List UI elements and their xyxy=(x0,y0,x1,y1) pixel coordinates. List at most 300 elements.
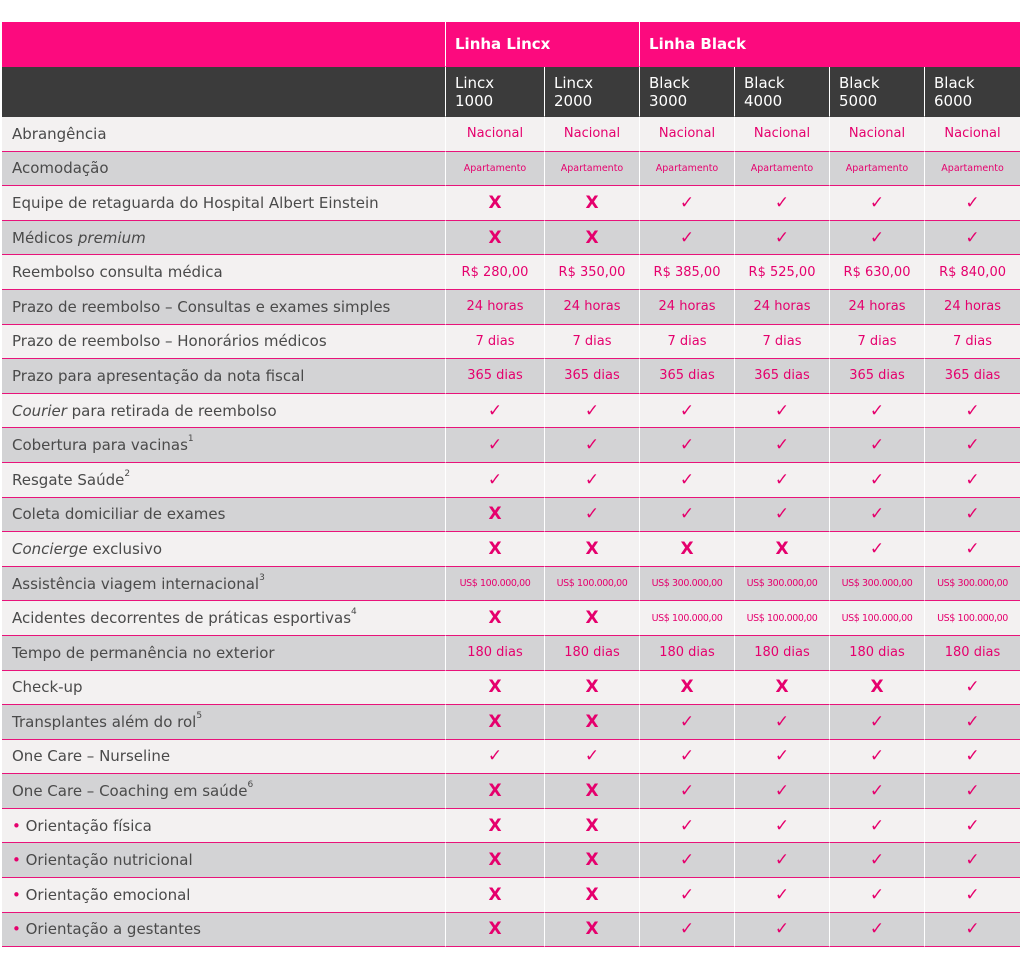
cell-yes xyxy=(925,394,1020,429)
x-icon: X xyxy=(585,711,599,732)
cell-yes xyxy=(545,498,640,533)
table-row xyxy=(2,532,1020,567)
cell-no xyxy=(545,913,640,948)
table-row xyxy=(2,394,1020,429)
cell-yes xyxy=(735,498,830,533)
cell-no xyxy=(545,186,640,221)
cell-value: R$ 525,00 xyxy=(735,255,830,290)
cell-value: 365 dias xyxy=(545,359,640,394)
cell-yes xyxy=(640,913,735,948)
check-icon: ✓ xyxy=(584,504,600,525)
cell-yes xyxy=(925,428,1020,463)
row-label-italic: Concierge xyxy=(12,539,88,558)
row-label-text: Resgate Saúde xyxy=(12,470,125,489)
cell-yes xyxy=(830,740,925,775)
x-icon: X xyxy=(488,815,502,836)
cell-yes xyxy=(640,774,735,809)
cell-value: Nacional xyxy=(735,117,830,152)
table-row xyxy=(2,705,1020,740)
row-label xyxy=(2,774,446,809)
check-icon: ✓ xyxy=(487,469,503,490)
cell-yes xyxy=(925,878,1020,913)
check-icon: ✓ xyxy=(584,469,600,490)
row-label-text: Abrangência xyxy=(12,124,107,143)
cell-yes xyxy=(925,221,1020,256)
check-icon: ✓ xyxy=(869,435,885,456)
check-icon: ✓ xyxy=(679,850,695,871)
footnote-marker: 6 xyxy=(247,780,254,791)
table-row xyxy=(2,221,1020,256)
check-icon: ✓ xyxy=(774,815,790,836)
cell-yes xyxy=(640,394,735,429)
cell-yes xyxy=(640,740,735,775)
x-icon: X xyxy=(488,227,502,248)
cell-no xyxy=(735,671,830,706)
cell-value: 24 horas xyxy=(545,290,640,325)
check-icon: ✓ xyxy=(965,435,980,456)
x-icon: X xyxy=(488,677,502,698)
cell-value: 180 dias xyxy=(640,636,735,671)
cell-value: US$ 100.000,00 xyxy=(925,601,1020,636)
x-icon: X xyxy=(680,677,694,698)
row-label xyxy=(2,601,446,636)
cell-value: Apartamento xyxy=(446,152,545,187)
cell-yes xyxy=(925,705,1020,740)
check-icon: ✓ xyxy=(774,227,790,248)
table-row xyxy=(2,325,1020,360)
row-label-text: Assistência viagem internacional xyxy=(12,574,260,593)
check-icon: ✓ xyxy=(679,815,695,836)
row-label xyxy=(2,221,446,256)
cell-yes xyxy=(925,774,1020,809)
plan-number: 5000 xyxy=(839,91,878,110)
check-icon: ✓ xyxy=(774,400,790,421)
cell-yes xyxy=(830,913,925,948)
row-label xyxy=(2,740,446,775)
row-label-text: One Care – Nurseline xyxy=(12,747,171,766)
cell-no xyxy=(545,601,640,636)
cell-yes xyxy=(830,186,925,221)
x-icon: X xyxy=(585,227,599,248)
cell-yes xyxy=(640,463,735,498)
check-icon: ✓ xyxy=(869,400,885,421)
check-icon: ✓ xyxy=(869,469,885,490)
cell-value: 365 dias xyxy=(925,359,1020,394)
row-label-text: Orientação nutricional xyxy=(20,851,193,870)
cell-no xyxy=(446,843,545,878)
cell-value: US$ 100.000,00 xyxy=(545,567,640,602)
cell-yes xyxy=(446,394,545,429)
check-icon: ✓ xyxy=(869,711,885,732)
check-icon: ✓ xyxy=(679,919,695,940)
x-icon: X xyxy=(680,538,694,559)
cell-yes xyxy=(640,878,735,913)
x-icon: X xyxy=(488,919,502,940)
cell-yes xyxy=(830,532,925,567)
cell-value: 365 dias xyxy=(446,359,545,394)
x-icon: X xyxy=(488,850,502,871)
cell-value: 180 dias xyxy=(446,636,545,671)
plan-header-blank xyxy=(2,67,446,117)
check-icon: ✓ xyxy=(679,227,695,248)
cell-no xyxy=(446,878,545,913)
check-icon: ✓ xyxy=(869,781,885,802)
header-blank-cell xyxy=(2,22,446,67)
row-label-text: Prazo de reembolso – Consultas e exames simples xyxy=(12,297,391,316)
bullet-icon: • xyxy=(12,851,21,870)
cell-no xyxy=(830,671,925,706)
cell-no xyxy=(545,221,640,256)
cell-value: 180 dias xyxy=(735,636,830,671)
x-icon: X xyxy=(870,677,884,698)
cell-yes xyxy=(640,809,735,844)
cell-value: R$ 350,00 xyxy=(545,255,640,290)
cell-value: 24 horas xyxy=(735,290,830,325)
plan-header-lincx-2000 xyxy=(545,67,640,117)
check-icon: ✓ xyxy=(679,884,695,905)
product-line-header-row xyxy=(2,22,1020,67)
cell-yes xyxy=(830,221,925,256)
plan-comparison-table xyxy=(2,22,1020,947)
row-label-text: Prazo para apresentação da nota fiscal xyxy=(12,366,305,385)
check-icon: ✓ xyxy=(584,746,600,767)
row-label xyxy=(2,567,446,602)
cell-value: 180 dias xyxy=(925,636,1020,671)
table-row xyxy=(2,255,1020,290)
cell-value: R$ 630,00 xyxy=(830,255,925,290)
check-icon: ✓ xyxy=(869,850,885,871)
cell-value: 365 dias xyxy=(830,359,925,394)
row-label-text: Prazo de reembolso – Honorários médicos xyxy=(12,332,327,351)
row-label-text: Orientação emocional xyxy=(20,885,191,904)
cell-no xyxy=(545,705,640,740)
plan-name: Black xyxy=(744,73,785,92)
row-label-italic: premium xyxy=(77,228,146,247)
cell-yes xyxy=(925,186,1020,221)
row-label xyxy=(2,843,446,878)
row-label xyxy=(2,255,446,290)
cell-yes xyxy=(735,394,830,429)
cell-value: 7 dias xyxy=(446,325,545,360)
cell-no xyxy=(545,809,640,844)
x-icon: X xyxy=(488,711,502,732)
row-label-text: Orientação física xyxy=(20,816,152,835)
cell-yes xyxy=(640,186,735,221)
cell-no xyxy=(545,878,640,913)
check-icon: ✓ xyxy=(774,469,790,490)
cell-yes xyxy=(925,913,1020,948)
row-label-text: Equipe de retaguarda do Hospital Albert Einstein xyxy=(12,193,379,212)
check-icon: ✓ xyxy=(965,504,980,525)
cell-value: Nacional xyxy=(446,117,545,152)
plan-header-black-4000 xyxy=(735,67,830,117)
table-row xyxy=(2,809,1020,844)
cell-yes xyxy=(830,463,925,498)
x-icon: X xyxy=(775,538,789,559)
check-icon: ✓ xyxy=(774,850,790,871)
row-label xyxy=(2,325,446,360)
plan-name: Black xyxy=(934,73,975,92)
cell-yes xyxy=(830,843,925,878)
cell-value: 365 dias xyxy=(640,359,735,394)
cell-value: 7 dias xyxy=(735,325,830,360)
x-icon: X xyxy=(585,538,599,559)
row-label xyxy=(2,394,446,429)
table-row xyxy=(2,671,1020,706)
check-icon: ✓ xyxy=(869,746,885,767)
cell-yes xyxy=(735,878,830,913)
check-icon: ✓ xyxy=(774,504,790,525)
cell-value: 180 dias xyxy=(545,636,640,671)
cell-yes xyxy=(925,671,1020,706)
cell-value: Nacional xyxy=(640,117,735,152)
check-icon: ✓ xyxy=(965,884,980,905)
table-row xyxy=(2,567,1020,602)
cell-value: 7 dias xyxy=(640,325,735,360)
cell-no xyxy=(446,705,545,740)
row-label-text: exclusivo xyxy=(87,539,163,558)
check-icon: ✓ xyxy=(965,919,980,940)
check-icon: ✓ xyxy=(679,192,695,213)
row-label xyxy=(2,705,446,740)
cell-yes xyxy=(640,428,735,463)
table-row xyxy=(2,498,1020,533)
row-label-text: Coleta domiciliar de exames xyxy=(12,505,226,524)
plan-header-black-6000 xyxy=(925,67,1020,117)
plan-name: Black xyxy=(649,73,690,92)
cell-no xyxy=(545,671,640,706)
x-icon: X xyxy=(585,815,599,836)
row-label-text: Tempo de permanência no exterior xyxy=(12,643,275,662)
check-icon: ✓ xyxy=(584,400,600,421)
check-icon: ✓ xyxy=(774,919,790,940)
cell-value: US$ 300.000,00 xyxy=(830,567,925,602)
cell-yes xyxy=(640,843,735,878)
cell-no xyxy=(446,186,545,221)
check-icon: ✓ xyxy=(487,746,503,767)
cell-value: US$ 300.000,00 xyxy=(925,567,1020,602)
check-icon: ✓ xyxy=(679,781,695,802)
footnote-marker: 5 xyxy=(196,710,203,721)
cell-value: Apartamento xyxy=(545,152,640,187)
table-row xyxy=(2,878,1020,913)
cell-no xyxy=(446,221,545,256)
cell-value: 180 dias xyxy=(830,636,925,671)
table-row xyxy=(2,186,1020,221)
cell-no xyxy=(446,532,545,567)
x-icon: X xyxy=(585,192,599,213)
cell-yes xyxy=(640,221,735,256)
cell-yes xyxy=(830,809,925,844)
cell-yes xyxy=(735,221,830,256)
row-label xyxy=(2,498,446,533)
footnote-marker: 4 xyxy=(351,607,357,618)
row-label xyxy=(2,117,446,152)
table-row xyxy=(2,428,1020,463)
footnote-marker: 3 xyxy=(259,572,265,583)
cell-yes xyxy=(830,394,925,429)
cell-no xyxy=(545,532,640,567)
cell-yes xyxy=(735,428,830,463)
cell-yes xyxy=(830,705,925,740)
cell-no xyxy=(640,671,735,706)
cell-no xyxy=(545,843,640,878)
cell-yes xyxy=(446,463,545,498)
check-icon: ✓ xyxy=(869,884,885,905)
cell-yes xyxy=(735,809,830,844)
cell-no xyxy=(735,532,830,567)
cell-yes xyxy=(925,463,1020,498)
plan-name: Lincx xyxy=(455,73,495,92)
row-label-text: Acidentes decorrentes de práticas esportivas xyxy=(12,609,352,628)
cell-yes xyxy=(735,463,830,498)
row-label xyxy=(2,671,446,706)
cell-no xyxy=(446,601,545,636)
cell-value: Nacional xyxy=(925,117,1020,152)
row-label xyxy=(2,913,446,948)
cell-value: Apartamento xyxy=(830,152,925,187)
check-icon: ✓ xyxy=(679,400,695,421)
cell-yes xyxy=(830,774,925,809)
table-row xyxy=(2,636,1020,671)
cell-no xyxy=(446,671,545,706)
cell-yes xyxy=(925,498,1020,533)
x-icon: X xyxy=(585,781,599,802)
cell-yes xyxy=(446,740,545,775)
cell-no xyxy=(545,774,640,809)
cell-value: Nacional xyxy=(545,117,640,152)
row-label-italic: Courier xyxy=(12,401,67,420)
plan-number: 6000 xyxy=(934,91,973,110)
cell-yes xyxy=(735,740,830,775)
check-icon: ✓ xyxy=(679,504,695,525)
cell-value: Apartamento xyxy=(640,152,735,187)
cell-yes xyxy=(545,463,640,498)
cell-value: US$ 300.000,00 xyxy=(735,567,830,602)
plan-number: 3000 xyxy=(649,91,688,110)
row-label-text: Cobertura para vacinas xyxy=(12,436,188,455)
check-icon: ✓ xyxy=(965,538,980,559)
check-icon: ✓ xyxy=(965,469,980,490)
check-icon: ✓ xyxy=(965,746,980,767)
cell-yes xyxy=(830,878,925,913)
check-icon: ✓ xyxy=(965,227,980,248)
row-label-text: Orientação a gestantes xyxy=(20,920,201,939)
cell-value: Apartamento xyxy=(925,152,1020,187)
table-row xyxy=(2,117,1020,152)
cell-yes xyxy=(925,809,1020,844)
table-row xyxy=(2,774,1020,809)
check-icon: ✓ xyxy=(965,711,980,732)
row-label xyxy=(2,809,446,844)
cell-value: US$ 100.000,00 xyxy=(830,601,925,636)
cell-value: 7 dias xyxy=(830,325,925,360)
line-lincx-header: Linha Lincx xyxy=(446,22,640,67)
table-row xyxy=(2,601,1020,636)
check-icon: ✓ xyxy=(965,815,980,836)
plan-header-black-3000 xyxy=(640,67,735,117)
check-icon: ✓ xyxy=(869,919,885,940)
check-icon: ✓ xyxy=(774,711,790,732)
cell-yes xyxy=(925,740,1020,775)
cell-value: Nacional xyxy=(830,117,925,152)
cell-value: R$ 840,00 xyxy=(925,255,1020,290)
row-label xyxy=(2,186,446,221)
x-icon: X xyxy=(775,677,789,698)
check-icon: ✓ xyxy=(774,435,790,456)
cell-no xyxy=(446,774,545,809)
cell-value: US$ 100.000,00 xyxy=(446,567,545,602)
row-label-text: Reembolso consulta médica xyxy=(12,263,223,282)
cell-yes xyxy=(735,186,830,221)
plan-header-black-5000 xyxy=(830,67,925,117)
row-label-text: Médicos xyxy=(12,228,78,247)
cell-no xyxy=(640,532,735,567)
check-icon: ✓ xyxy=(487,435,503,456)
plan-number: 4000 xyxy=(744,91,783,110)
cell-yes xyxy=(640,498,735,533)
row-label xyxy=(2,463,446,498)
x-icon: X xyxy=(488,192,502,213)
cell-value: R$ 280,00 xyxy=(446,255,545,290)
x-icon: X xyxy=(488,538,502,559)
cell-value: 365 dias xyxy=(735,359,830,394)
row-label xyxy=(2,290,446,325)
check-icon: ✓ xyxy=(869,815,885,836)
table-row xyxy=(2,152,1020,187)
footnote-marker: 2 xyxy=(124,468,131,479)
cell-yes xyxy=(640,705,735,740)
cell-value: 24 horas xyxy=(640,290,735,325)
plan-name: Black xyxy=(839,73,880,92)
cell-value: 7 dias xyxy=(925,325,1020,360)
table-row xyxy=(2,359,1020,394)
check-icon: ✓ xyxy=(965,781,980,802)
cell-yes xyxy=(925,843,1020,878)
cell-no xyxy=(446,809,545,844)
x-icon: X xyxy=(488,608,502,629)
check-icon: ✓ xyxy=(965,850,980,871)
cell-yes xyxy=(830,498,925,533)
check-icon: ✓ xyxy=(774,884,790,905)
cell-value: 24 horas xyxy=(925,290,1020,325)
bullet-icon: • xyxy=(12,885,21,904)
table-row xyxy=(2,740,1020,775)
check-icon: ✓ xyxy=(869,227,885,248)
table-row xyxy=(2,843,1020,878)
row-label xyxy=(2,878,446,913)
row-label xyxy=(2,636,446,671)
cell-yes xyxy=(735,705,830,740)
check-icon: ✓ xyxy=(584,435,600,456)
check-icon: ✓ xyxy=(774,192,790,213)
plan-number: 2000 xyxy=(554,91,593,110)
table-row xyxy=(2,290,1020,325)
check-icon: ✓ xyxy=(869,538,885,559)
row-label-text: para retirada de reembolso xyxy=(66,401,277,420)
x-icon: X xyxy=(488,781,502,802)
check-icon: ✓ xyxy=(965,400,980,421)
cell-yes xyxy=(735,913,830,948)
check-icon: ✓ xyxy=(965,677,980,698)
cell-no xyxy=(446,498,545,533)
check-icon: ✓ xyxy=(679,435,695,456)
cell-value: 7 dias xyxy=(545,325,640,360)
cell-value: 24 horas xyxy=(830,290,925,325)
cell-yes xyxy=(545,394,640,429)
plan-name: Lincx xyxy=(554,73,594,92)
row-label-text: Acomodação xyxy=(12,159,109,178)
